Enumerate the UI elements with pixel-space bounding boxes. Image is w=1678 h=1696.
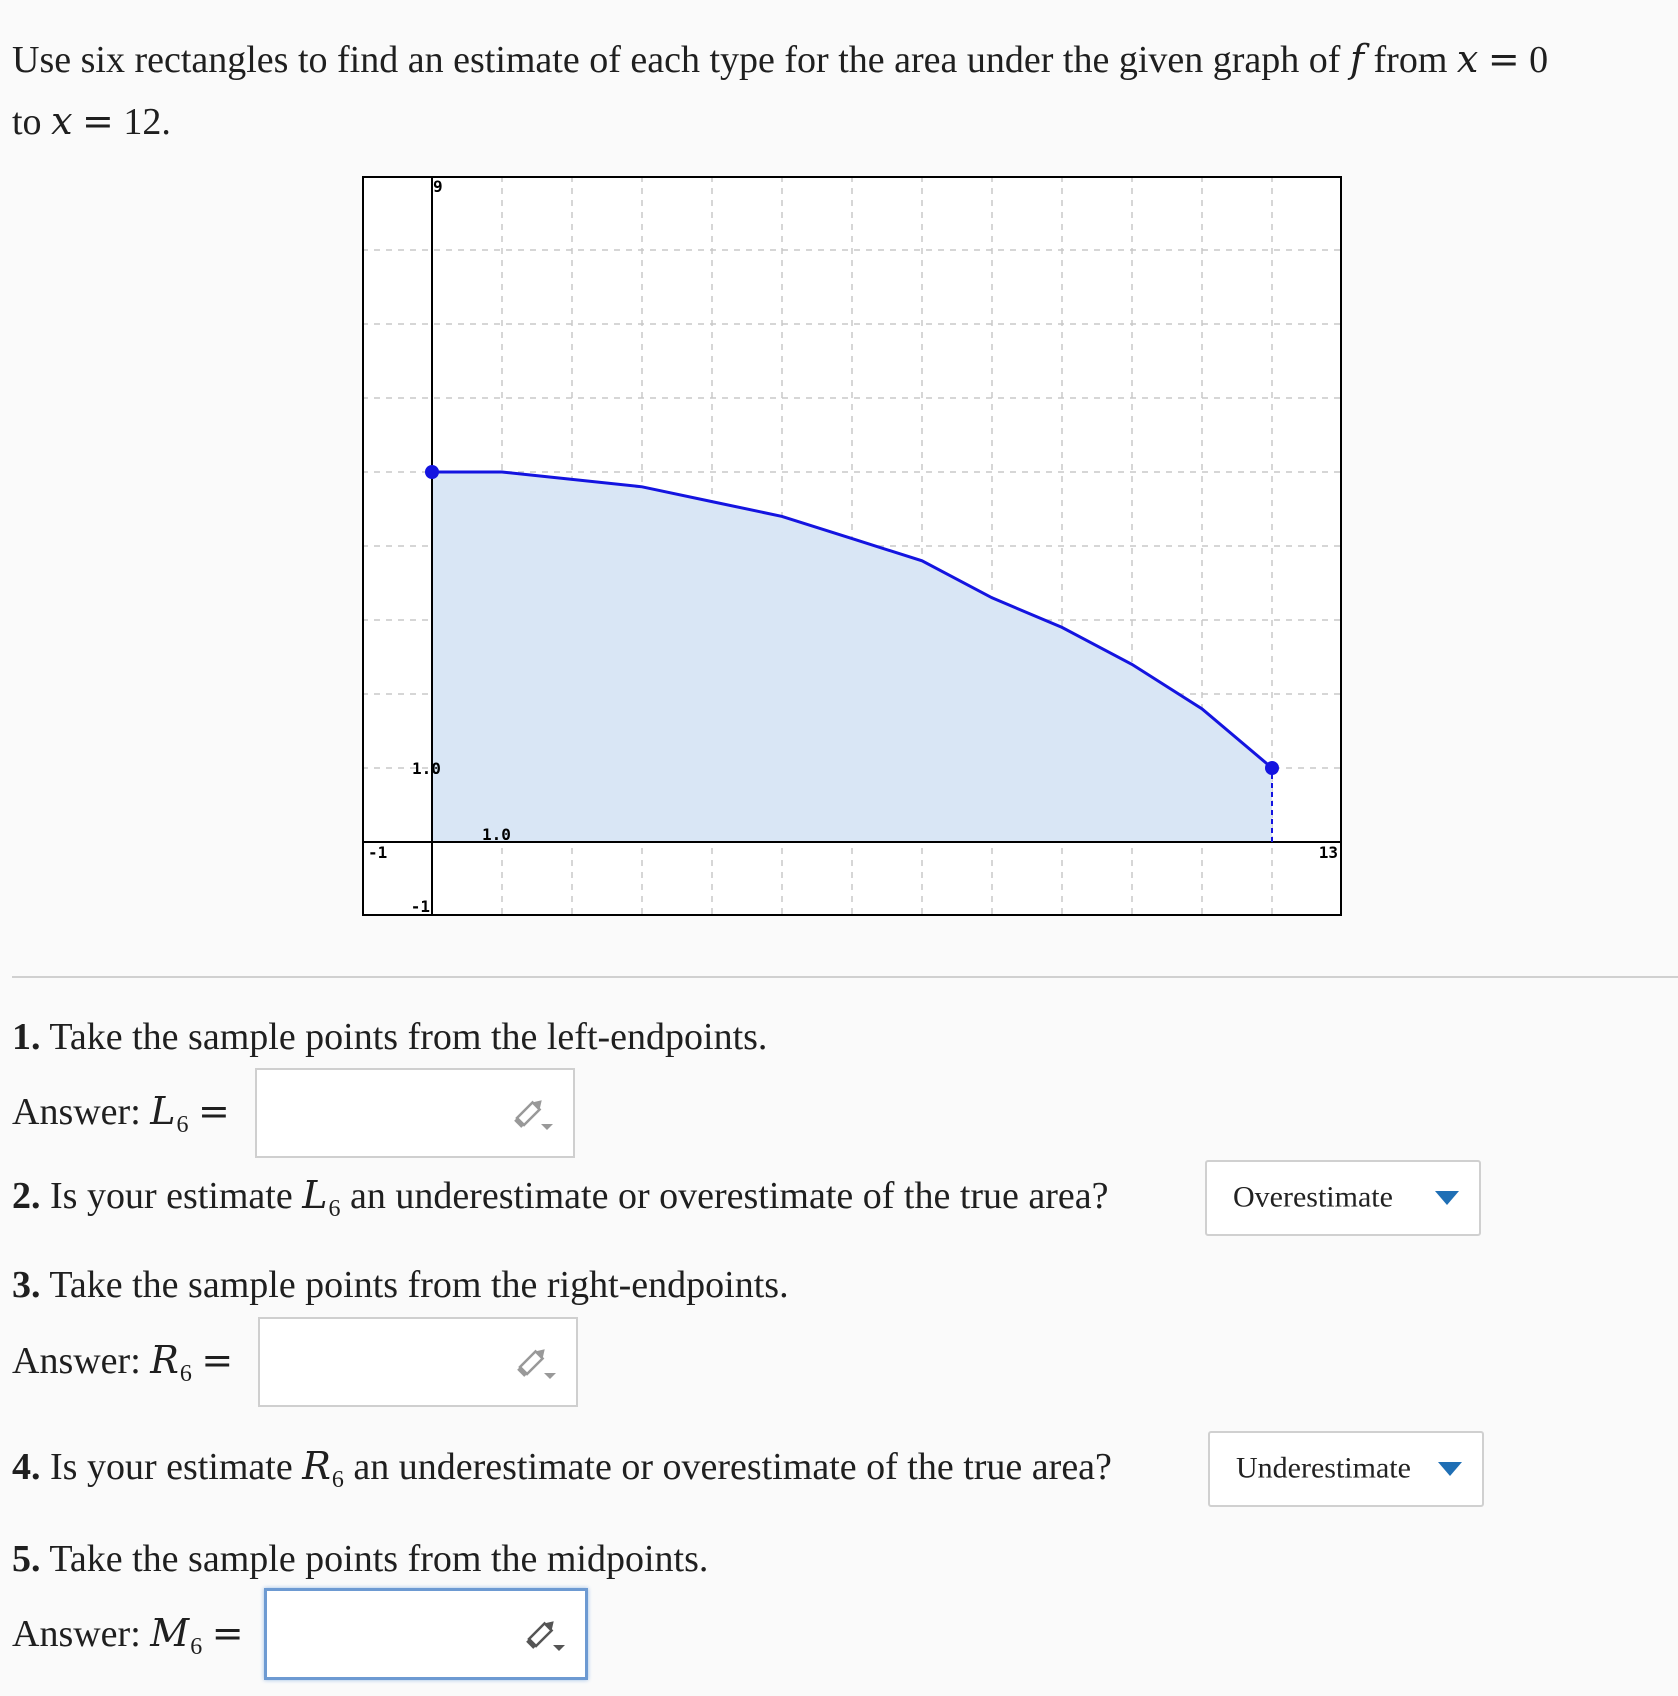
tick-label-ymin: -1 — [410, 897, 430, 916]
question-number: 1. — [12, 1016, 41, 1058]
chevron-down-icon — [1438, 1462, 1462, 1476]
question-text-pre: Is your estimate — [50, 1446, 293, 1488]
pencil-icon[interactable] — [523, 1614, 567, 1654]
equals-sign: = — [1487, 37, 1520, 81]
question-4 — [12, 1444, 1112, 1493]
question-number: 4. — [12, 1446, 41, 1488]
question-number: 5. — [12, 1538, 41, 1580]
equals-sign: = — [201, 1338, 234, 1382]
question-text-post: an underestimate or overestimate of the true area? — [349, 1175, 1109, 1217]
problem-text: Use six rectangles to find an estimate of each type for the area under the given graph of — [12, 39, 1341, 81]
answer-subscript: 6 — [179, 1361, 192, 1387]
problem-statement-line2 — [12, 99, 171, 143]
selected-option: Underestimate — [1236, 1451, 1411, 1485]
question-1 — [12, 1018, 767, 1056]
question-text: Take the sample points from the right-endpoints. — [49, 1264, 789, 1306]
function-symbol: f — [1349, 37, 1365, 81]
answer-label: Answer: — [12, 1613, 141, 1655]
section-divider — [12, 976, 1678, 978]
answer-variable: M — [150, 1611, 190, 1655]
problem-statement-line1 — [12, 37, 1549, 81]
pencil-icon[interactable] — [511, 1093, 555, 1133]
chevron-down-icon — [1435, 1191, 1459, 1205]
question-subscript: 6 — [331, 1467, 344, 1493]
question-3 — [12, 1266, 789, 1304]
x-variable: x — [51, 99, 73, 143]
selected-option: Overestimate — [1233, 1180, 1393, 1214]
equals-sign: = — [211, 1611, 244, 1655]
equals-sign: = — [82, 99, 114, 143]
graph-canvas — [362, 176, 1342, 916]
x-variable: x — [1456, 37, 1479, 81]
tick-label-y-unit: 1.0 — [412, 759, 441, 778]
tick-label-xmax: 13 — [1318, 843, 1338, 862]
question-text: Take the sample points from the midpoints. — [49, 1538, 709, 1580]
curve-endpoint — [425, 465, 439, 479]
question-number: 3. — [12, 1264, 41, 1306]
answer-variable: R — [150, 1338, 179, 1382]
tick-label-x-unit: 1.0 — [482, 825, 511, 844]
answer-label-2 — [12, 1338, 234, 1387]
function-graph — [362, 176, 1342, 916]
answer-label: Answer: — [12, 1091, 141, 1133]
answer-subscript: 6 — [176, 1112, 189, 1138]
answer-variable: L — [150, 1089, 176, 1133]
problem-from-word: from — [1373, 39, 1448, 81]
tick-label-xmin: -1 — [368, 843, 388, 862]
answer-subscript: 6 — [190, 1634, 203, 1660]
estimate-type-select-l6[interactable] — [1205, 1160, 1481, 1236]
tick-label-ymax: 9 — [433, 177, 443, 196]
question-5 — [12, 1540, 708, 1578]
question-subscript: 6 — [328, 1196, 341, 1222]
pencil-icon[interactable] — [514, 1342, 558, 1382]
answer-label-1 — [12, 1089, 230, 1138]
question-number: 2. — [12, 1175, 41, 1217]
question-text-pre: Is your estimate — [50, 1175, 293, 1217]
x-end-value: 12. — [123, 101, 171, 143]
equals-sign: = — [198, 1089, 230, 1133]
answer-input-l6[interactable] — [255, 1068, 575, 1158]
answer-input-m6[interactable] — [264, 1588, 588, 1680]
answer-input-r6[interactable] — [258, 1317, 578, 1407]
question-variable: L — [302, 1173, 328, 1217]
x-start-value: 0 — [1529, 39, 1549, 81]
question-variable: R — [302, 1444, 331, 1488]
question-text-post: an underestimate or overestimate of the true area? — [353, 1446, 1112, 1488]
question-2 — [12, 1173, 1109, 1222]
answer-label: Answer: — [12, 1340, 141, 1382]
answer-label-3 — [12, 1611, 244, 1660]
curve-endpoint — [1265, 761, 1279, 775]
problem-to-word: to — [12, 101, 42, 143]
question-text: Take the sample points from the left-endpoints. — [49, 1016, 768, 1058]
estimate-type-select-r6[interactable] — [1208, 1431, 1484, 1507]
